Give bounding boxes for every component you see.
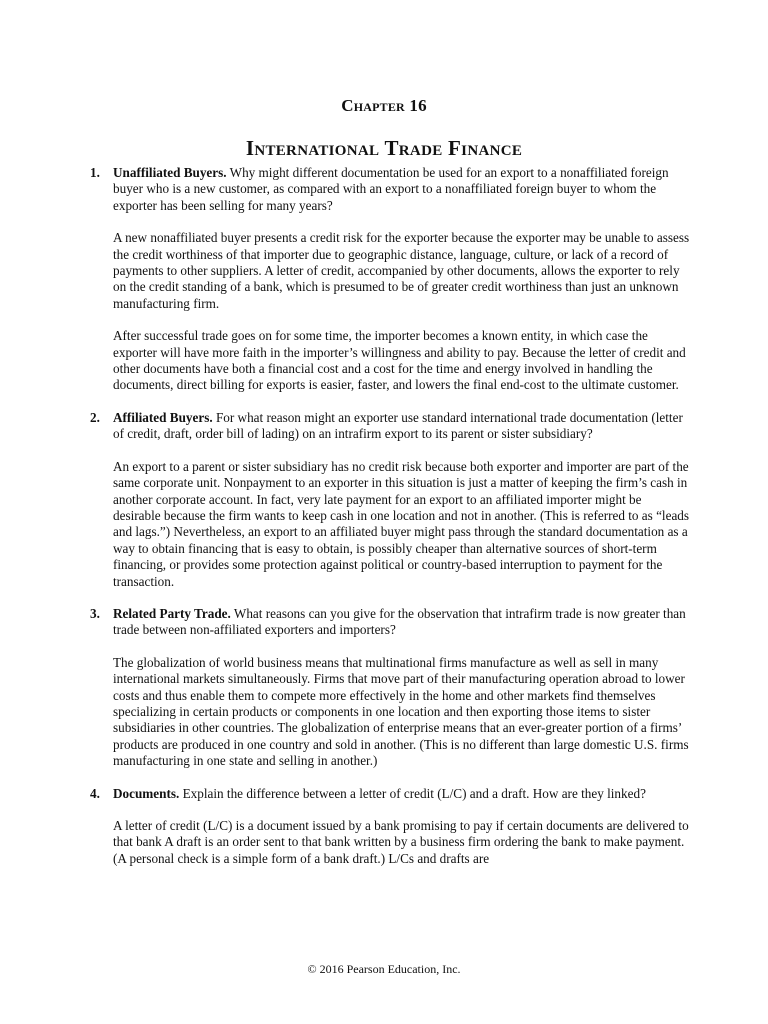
questions-list	[90, 165, 690, 867]
question-4	[90, 786, 690, 802]
answer-paragraph: A letter of credit (L/C) is a document issued by a bank promising to pay if certain documents are delivered to that bank A draft is an order sent to that bank written by a business firm ordering the bank to make payment. (A personal check is a simple form of a bank draft.) L/Cs and drafts are	[113, 818, 689, 866]
question-term: Related Party Trade.	[113, 605, 231, 621]
question-3	[90, 606, 690, 639]
answer-paragraph: An export to a parent or sister subsidiary has no credit risk because both exporter and importer are part of the same corporate unit. Nonpayment to an exporter in this situation is just a matter of keeping the firm’s cash in another corporate account. In fact, very late payment for an export to an affiliated importer might be desirable because the firm wants to keep cash in one location and not in another. (This is referred to as “leads and lags.”) Nevertheless, an export to an affiliated buyer might pass through the standard documentation as a way to obtain financing that is easy to obtain, is possibly cheaper than alternative sources of short-term financing, or provides some protection against political or country-based interruption to payment for the transaction.	[113, 458, 690, 589]
question-number: 3.	[90, 605, 100, 621]
question-number: 4.	[90, 785, 100, 801]
question-term: Documents.	[113, 785, 180, 801]
question-2	[90, 410, 690, 443]
question-text: What reasons can you give for the observation that intrafirm trade is now greater than trade between non-affiliated exporters and importers?	[113, 605, 686, 638]
question-text: For what reason might an exporter use standard international trade documentation (letter of credit, draft, order bill of lading) on an intrafirm export to its parent or sister subsidiary?	[113, 409, 683, 442]
answer-paragraph: After successful trade goes on for some time, the importer becomes a known entity, in which case the exporter will have more faith in the importer’s willingness and ability to pay. Because the letter of credit and other documents have both a financial cost and a cost for the time and energy involved in handling the documents, direct billing for exports is easier, faster, and lowers the final end-cost to the ultimate customer.	[113, 328, 686, 393]
question-term: Affiliated Buyers.	[113, 409, 213, 425]
answer-paragraph: A new nonaffiliated buyer presents a credit risk for the exporter because the exporter may be unable to assess the credit worthiness of that importer due to geographic distance, language, culture, or lack of a record of payments to other suppliers. A letter of credit, accompanied by other documents, allows the exporter to rely on the credit standing of a bank, which is presumed to be of greater credit worthiness than just an unknown manufacturing firm.	[113, 230, 690, 311]
question-text: Why might different documentation be used for an export to a nonaffiliated foreign buyer who is a new customer, as compared with an export to a nonaffiliated foreign buyer to whom the exporter has been selling for many years?	[113, 165, 669, 213]
copyright-footer: © 2016 Pearson Education, Inc.	[307, 962, 461, 976]
question-text: Explain the difference between a letter of credit (L/C) and a draft. How are they linked?	[179, 785, 646, 801]
chapter-heading: Chapter 16	[341, 96, 427, 115]
question-term: Unaffiliated Buyers.	[113, 165, 227, 180]
chapter-title: International Trade Finance	[245, 136, 523, 160]
answer-paragraph: The globalization of world business means that multinational firms manufacture as well as sell in many international markets simultaneously. Firms that move part of their manufacturing operation abroad to lower costs and thus enable them to compete more effectively in the home and other markets find themselves specializing in certain products or components in one location and then exporting those items to sister subsidiaries in other countries. The globalization of enterprise means that an ever-greater portion of a firms’ products are produced in one country and sold in another. (This is no different than large domestic U.S. firms manufacturing in one state and selling in another.)	[113, 654, 689, 769]
question-1	[90, 165, 690, 214]
question-number: 2.	[90, 409, 100, 425]
question-number: 1.	[90, 165, 100, 180]
